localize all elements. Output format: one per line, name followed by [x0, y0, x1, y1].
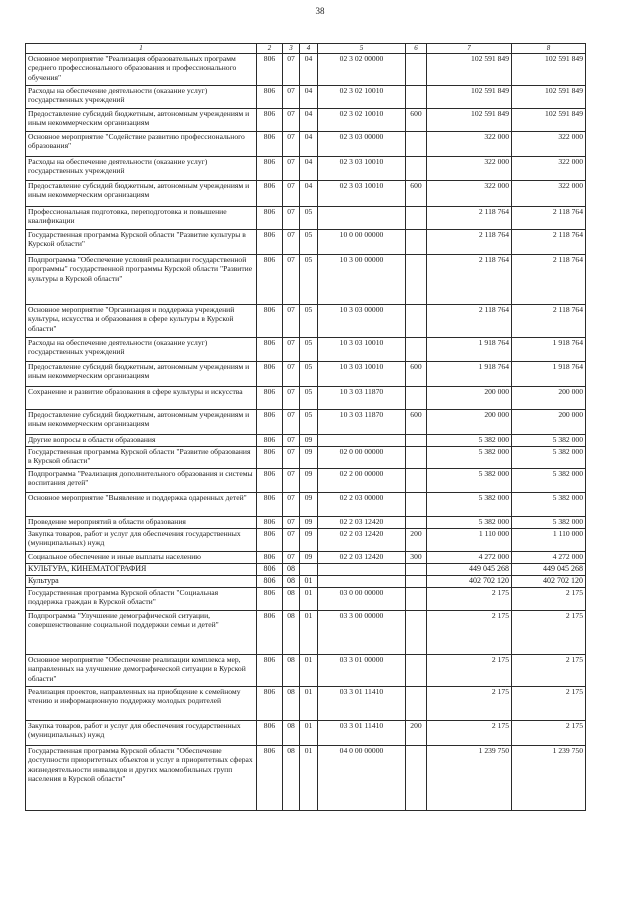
- row-pr-cell: 05: [300, 207, 318, 230]
- row-sum2-cell: 402 702 120: [512, 576, 586, 588]
- row-sum1-cell: 4 272 000: [427, 552, 512, 564]
- row-sum2-cell: 5 382 000: [512, 493, 586, 517]
- table-row: [26, 362, 586, 387]
- row-name-cell: Другие вопросы в области образования: [26, 435, 257, 447]
- table-row: [26, 86, 586, 109]
- row-vr-cell: [406, 207, 427, 230]
- row-sum1-cell: 1 918 764: [427, 338, 512, 362]
- row-vr-cell: [406, 469, 427, 493]
- row-pr-cell: 05: [300, 255, 318, 305]
- row-csr-cell: 10 3 03 00000: [318, 305, 406, 338]
- row-vr-cell: 200: [406, 721, 427, 746]
- row-pr-cell: 01: [300, 687, 318, 721]
- row-rz-cell: 07: [283, 435, 300, 447]
- row-ved-cell: 806: [257, 687, 283, 721]
- row-pr-cell: 05: [300, 338, 318, 362]
- row-csr-cell: 03 0 00 00000: [318, 588, 406, 611]
- row-rz-cell: 07: [283, 230, 300, 255]
- row-sum1-cell: 2 118 764: [427, 207, 512, 230]
- row-sum2-cell: 2 175: [512, 588, 586, 611]
- row-sum1-cell: 2 118 764: [427, 230, 512, 255]
- row-pr-cell: 05: [300, 410, 318, 435]
- row-rz-cell: 07: [283, 447, 300, 469]
- row-pr-cell: 05: [300, 305, 318, 338]
- row-pr-cell: 09: [300, 435, 318, 447]
- page-number: 38: [315, 6, 325, 16]
- row-name-cell: Основное мероприятие "Обеспечение реализации комплекса мер, направленных на улучшение демографической ситуации в Курской области": [26, 655, 257, 687]
- row-ved-cell: 806: [257, 157, 283, 181]
- row-pr-cell: 04: [300, 181, 318, 207]
- row-rz-cell: 07: [283, 387, 300, 410]
- row-sum1-cell: 2 175: [427, 687, 512, 721]
- row-name-cell: Основное мероприятие "Содействие развитию профессионального образования": [26, 132, 257, 157]
- row-name-cell: Основное мероприятие "Выявление и поддержка одаренных детей": [26, 493, 257, 517]
- row-vr-cell: [406, 435, 427, 447]
- row-pr-cell: 05: [300, 362, 318, 387]
- header-col-name: 1: [26, 44, 257, 54]
- row-sum2-cell: 322 000: [512, 181, 586, 207]
- row-ved-cell: 806: [257, 305, 283, 338]
- header-col-rz: 3: [283, 44, 300, 54]
- row-sum2-cell: 2 118 764: [512, 207, 586, 230]
- row-rz-cell: 07: [283, 529, 300, 552]
- row-sum1-cell: 2 175: [427, 721, 512, 746]
- row-rz-cell: 07: [283, 86, 300, 109]
- row-name-cell: Проведение мероприятий в области образования: [26, 517, 257, 529]
- row-pr-cell: [300, 564, 318, 576]
- row-sum2-cell: 200 000: [512, 387, 586, 410]
- row-csr-cell: 02 2 03 12420: [318, 529, 406, 552]
- row-csr-cell: 03 3 00 00000: [318, 611, 406, 655]
- row-pr-cell: 01: [300, 655, 318, 687]
- row-ved-cell: 806: [257, 338, 283, 362]
- header-col-sum2: 8: [512, 44, 586, 54]
- row-vr-cell: [406, 655, 427, 687]
- row-sum2-cell: 2 118 764: [512, 255, 586, 305]
- table-row: [26, 564, 586, 576]
- header-col-pr: 4: [300, 44, 318, 54]
- row-rz-cell: 08: [283, 611, 300, 655]
- row-csr-cell: [318, 564, 406, 576]
- row-sum2-cell: 102 591 849: [512, 86, 586, 109]
- row-csr-cell: 02 2 03 12420: [318, 517, 406, 529]
- row-csr-cell: 10 3 03 11870: [318, 387, 406, 410]
- row-csr-cell: 02 2 00 00000: [318, 469, 406, 493]
- table-row: [26, 552, 586, 564]
- row-csr-cell: 02 2 03 12420: [318, 552, 406, 564]
- row-name-cell: Реализация проектов, направленных на приобщение к семейному чтению и информационную поддержку молодых родителей: [26, 687, 257, 721]
- row-csr-cell: 02 3 02 00000: [318, 54, 406, 86]
- row-sum1-cell: 200 000: [427, 410, 512, 435]
- table-row: [26, 588, 586, 611]
- row-name-cell: Социальное обеспечение и иные выплаты населению: [26, 552, 257, 564]
- row-rz-cell: 07: [283, 207, 300, 230]
- row-sum2-cell: 102 591 849: [512, 54, 586, 86]
- row-sum2-cell: 2 118 764: [512, 305, 586, 338]
- row-rz-cell: 07: [283, 54, 300, 86]
- row-ved-cell: 806: [257, 746, 283, 811]
- row-rz-cell: 07: [283, 132, 300, 157]
- row-sum1-cell: 2 175: [427, 588, 512, 611]
- row-rz-cell: 07: [283, 552, 300, 564]
- row-name-cell: Закупка товаров, работ и услуг для обеспечения государственных (муниципальных) нужд: [26, 721, 257, 746]
- row-name-cell: Сохранение и развитие образования в сфере культуры и искусства: [26, 387, 257, 410]
- row-name-cell: Государственная программа Курской области "Социальная поддержка граждан в Курской области": [26, 588, 257, 611]
- row-sum2-cell: 1 918 764: [512, 338, 586, 362]
- row-vr-cell: [406, 132, 427, 157]
- row-csr-cell: 02 3 03 00000: [318, 132, 406, 157]
- row-ved-cell: 806: [257, 255, 283, 305]
- row-sum2-cell: 5 382 000: [512, 517, 586, 529]
- row-name-cell: Предоставление субсидий бюджетным, автономным учреждениям и иным некоммерческим организациям: [26, 362, 257, 387]
- row-sum2-cell: 322 000: [512, 157, 586, 181]
- row-pr-cell: 04: [300, 86, 318, 109]
- row-csr-cell: 03 3 01 11410: [318, 687, 406, 721]
- table-row: [26, 529, 586, 552]
- row-sum1-cell: 5 382 000: [427, 493, 512, 517]
- row-rz-cell: 07: [283, 338, 300, 362]
- row-sum1-cell: 2 175: [427, 655, 512, 687]
- row-ved-cell: 806: [257, 588, 283, 611]
- row-sum2-cell: 102 591 849: [512, 109, 586, 132]
- header-col-sum1: 7: [427, 44, 512, 54]
- row-rz-cell: 08: [283, 655, 300, 687]
- row-vr-cell: [406, 576, 427, 588]
- table-row: [26, 230, 586, 255]
- table-row: [26, 611, 586, 655]
- row-sum2-cell: 5 382 000: [512, 469, 586, 493]
- row-sum1-cell: 5 382 000: [427, 469, 512, 493]
- table-row: [26, 746, 586, 811]
- row-pr-cell: 09: [300, 517, 318, 529]
- row-name-cell: Культура: [26, 576, 257, 588]
- row-vr-cell: [406, 564, 427, 576]
- row-sum1-cell: 449 045 268: [427, 564, 512, 576]
- row-ved-cell: 806: [257, 132, 283, 157]
- row-vr-cell: [406, 157, 427, 181]
- row-rz-cell: 08: [283, 687, 300, 721]
- table-row: [26, 687, 586, 721]
- row-ved-cell: 806: [257, 207, 283, 230]
- table-row: [26, 493, 586, 517]
- row-ved-cell: 806: [257, 54, 283, 86]
- row-sum1-cell: 2 118 764: [427, 255, 512, 305]
- row-pr-cell: 09: [300, 493, 318, 517]
- row-sum2-cell: 4 272 000: [512, 552, 586, 564]
- row-ved-cell: 806: [257, 517, 283, 529]
- row-csr-cell: 10 3 03 10010: [318, 338, 406, 362]
- row-csr-cell: 02 3 03 10010: [318, 181, 406, 207]
- row-sum2-cell: 5 382 000: [512, 435, 586, 447]
- row-sum1-cell: 102 591 849: [427, 86, 512, 109]
- row-pr-cell: 04: [300, 157, 318, 181]
- row-pr-cell: 09: [300, 529, 318, 552]
- row-csr-cell: 04 0 00 00000: [318, 746, 406, 811]
- row-pr-cell: 01: [300, 611, 318, 655]
- row-vr-cell: [406, 588, 427, 611]
- row-csr-cell: 02 0 00 00000: [318, 447, 406, 469]
- row-sum1-cell: 402 702 120: [427, 576, 512, 588]
- row-csr-cell: 10 3 00 00000: [318, 255, 406, 305]
- row-sum2-cell: 2 175: [512, 721, 586, 746]
- table-row: [26, 54, 586, 86]
- row-vr-cell: [406, 54, 427, 86]
- row-csr-cell: 02 2 03 00000: [318, 493, 406, 517]
- row-sum2-cell: 2 175: [512, 655, 586, 687]
- header-col-ved: 2: [257, 44, 283, 54]
- row-pr-cell: 05: [300, 387, 318, 410]
- row-csr-cell: 10 0 00 00000: [318, 230, 406, 255]
- row-vr-cell: 300: [406, 552, 427, 564]
- row-ved-cell: 806: [257, 181, 283, 207]
- row-csr-cell: [318, 576, 406, 588]
- row-rz-cell: 07: [283, 157, 300, 181]
- row-name-cell: Расходы на обеспечение деятельности (оказание услуг) государственных учреждений: [26, 86, 257, 109]
- row-name-cell: Основное мероприятие "Реализация образовательных программ среднего профессионального образования и профессионального обучения": [26, 54, 257, 86]
- row-ved-cell: 806: [257, 387, 283, 410]
- row-ved-cell: 806: [257, 564, 283, 576]
- row-ved-cell: 806: [257, 469, 283, 493]
- row-sum1-cell: 200 000: [427, 387, 512, 410]
- row-sum2-cell: 2 118 764: [512, 230, 586, 255]
- row-rz-cell: 08: [283, 721, 300, 746]
- row-sum2-cell: 2 175: [512, 611, 586, 655]
- row-name-cell: Подпрограмма "Реализация дополнительного образования и системы воспитания детей": [26, 469, 257, 493]
- row-pr-cell: 01: [300, 721, 318, 746]
- row-csr-cell: 03 3 01 00000: [318, 655, 406, 687]
- table-row: [26, 338, 586, 362]
- row-vr-cell: [406, 611, 427, 655]
- row-rz-cell: 07: [283, 410, 300, 435]
- row-sum1-cell: 1 239 750: [427, 746, 512, 811]
- row-csr-cell: [318, 207, 406, 230]
- row-name-cell: Государственная программа Курской области "Развитие образования в Курской области": [26, 447, 257, 469]
- row-ved-cell: 806: [257, 655, 283, 687]
- row-sum1-cell: 1 110 000: [427, 529, 512, 552]
- table-row: [26, 181, 586, 207]
- row-ved-cell: 806: [257, 86, 283, 109]
- table-row: [26, 469, 586, 493]
- row-name-cell: Закупка товаров, работ и услуг для обеспечения государственных (муниципальных) нужд: [26, 529, 257, 552]
- row-vr-cell: [406, 447, 427, 469]
- row-pr-cell: 01: [300, 588, 318, 611]
- row-pr-cell: 09: [300, 552, 318, 564]
- row-vr-cell: [406, 517, 427, 529]
- table-row: [26, 387, 586, 410]
- row-name-cell: Расходы на обеспечение деятельности (оказание услуг) государственных учреждений: [26, 157, 257, 181]
- row-sum2-cell: 200 000: [512, 410, 586, 435]
- row-name-cell: Расходы на обеспечение деятельности (оказание услуг) государственных учреждений: [26, 338, 257, 362]
- row-rz-cell: 07: [283, 305, 300, 338]
- row-rz-cell: 08: [283, 588, 300, 611]
- row-sum1-cell: 2 118 764: [427, 305, 512, 338]
- row-ved-cell: 806: [257, 576, 283, 588]
- row-sum2-cell: 5 382 000: [512, 447, 586, 469]
- row-rz-cell: 07: [283, 181, 300, 207]
- row-rz-cell: 08: [283, 576, 300, 588]
- row-vr-cell: [406, 230, 427, 255]
- table-row: [26, 576, 586, 588]
- row-ved-cell: 806: [257, 109, 283, 132]
- row-ved-cell: 806: [257, 435, 283, 447]
- row-sum1-cell: 322 000: [427, 132, 512, 157]
- row-csr-cell: [318, 435, 406, 447]
- row-sum1-cell: 102 591 849: [427, 109, 512, 132]
- row-sum2-cell: 449 045 268: [512, 564, 586, 576]
- row-vr-cell: [406, 338, 427, 362]
- row-vr-cell: [406, 493, 427, 517]
- table-row: [26, 305, 586, 338]
- row-ved-cell: 806: [257, 529, 283, 552]
- row-name-cell: Предоставление субсидий бюджетным, автономным учреждениям и иным некоммерческим организациям: [26, 109, 257, 132]
- row-rz-cell: 07: [283, 362, 300, 387]
- table-row: [26, 721, 586, 746]
- row-pr-cell: 09: [300, 469, 318, 493]
- row-sum2-cell: 1 918 764: [512, 362, 586, 387]
- table-row: [26, 207, 586, 230]
- table-row: [26, 109, 586, 132]
- row-vr-cell: [406, 687, 427, 721]
- row-sum2-cell: 322 000: [512, 132, 586, 157]
- row-name-cell: Профессиональная подготовка, переподготовка и повышение квалификации: [26, 207, 257, 230]
- row-ved-cell: 806: [257, 410, 283, 435]
- row-vr-cell: [406, 746, 427, 811]
- row-sum2-cell: 1 110 000: [512, 529, 586, 552]
- row-ved-cell: 806: [257, 721, 283, 746]
- table-row: [26, 655, 586, 687]
- header-col-csr: 5: [318, 44, 406, 54]
- row-name-cell: Предоставление субсидий бюджетным, автономным учреждениям и иным некоммерческим организациям: [26, 410, 257, 435]
- table-row: [26, 410, 586, 435]
- row-sum1-cell: 5 382 000: [427, 447, 512, 469]
- row-ved-cell: 806: [257, 362, 283, 387]
- row-pr-cell: 05: [300, 230, 318, 255]
- row-pr-cell: 04: [300, 132, 318, 157]
- row-vr-cell: [406, 86, 427, 109]
- row-rz-cell: 07: [283, 517, 300, 529]
- row-name-cell: Основное мероприятие "Организация и поддержка учреждений культуры, искусства и образования в сфере культуры в Курской области": [26, 305, 257, 338]
- table-row: [26, 132, 586, 157]
- row-sum1-cell: 322 000: [427, 157, 512, 181]
- row-vr-cell: [406, 255, 427, 305]
- header-col-vr: 6: [406, 44, 427, 54]
- row-sum1-cell: 102 591 849: [427, 54, 512, 86]
- row-csr-cell: 02 3 02 10010: [318, 86, 406, 109]
- row-name-cell: Государственная программа Курской области "Развитие культуры в Курской области": [26, 230, 257, 255]
- row-csr-cell: 02 3 02 10010: [318, 109, 406, 132]
- table-row: [26, 435, 586, 447]
- row-sum1-cell: 5 382 000: [427, 517, 512, 529]
- row-rz-cell: 07: [283, 469, 300, 493]
- table-row: [26, 255, 586, 305]
- row-rz-cell: 07: [283, 255, 300, 305]
- row-sum2-cell: 1 239 750: [512, 746, 586, 811]
- row-name-cell: Государственная программа Курской области "Обеспечение доступности приоритетных объектов и услуг в приоритетных сферах жизнедеятельности инвалидов и других маломобильных групп населения в Курской области": [26, 746, 257, 811]
- row-csr-cell: 10 3 03 10010: [318, 362, 406, 387]
- row-ved-cell: 806: [257, 447, 283, 469]
- row-vr-cell: [406, 305, 427, 338]
- row-name-cell: КУЛЬТУРА, КИНЕМАТОГРАФИЯ: [26, 564, 257, 576]
- row-sum1-cell: 2 175: [427, 611, 512, 655]
- row-pr-cell: 04: [300, 54, 318, 86]
- table-row: [26, 517, 586, 529]
- row-rz-cell: 08: [283, 746, 300, 811]
- row-vr-cell: 600: [406, 410, 427, 435]
- row-vr-cell: 600: [406, 181, 427, 207]
- row-sum2-cell: 2 175: [512, 687, 586, 721]
- table-row: [26, 447, 586, 469]
- row-ved-cell: 806: [257, 230, 283, 255]
- row-vr-cell: 600: [406, 109, 427, 132]
- row-vr-cell: 200: [406, 529, 427, 552]
- row-name-cell: Подпрограмма "Обеспечение условий реализации государственной программы" государственной программы Курской области "Развитие культуры в Курской области": [26, 255, 257, 305]
- budget-table: [25, 43, 586, 811]
- column-number-header-row: [26, 44, 586, 54]
- row-sum1-cell: 1 918 764: [427, 362, 512, 387]
- row-csr-cell: 10 3 03 11870: [318, 410, 406, 435]
- row-rz-cell: 07: [283, 109, 300, 132]
- row-rz-cell: 08: [283, 564, 300, 576]
- table-row: [26, 157, 586, 181]
- row-name-cell: Подпрограмма "Улучшение демографической ситуации, совершенствование социальной поддержки семьи и детей": [26, 611, 257, 655]
- row-sum1-cell: 5 382 000: [427, 435, 512, 447]
- row-csr-cell: 02 3 03 10010: [318, 157, 406, 181]
- row-pr-cell: 01: [300, 746, 318, 811]
- row-ved-cell: 806: [257, 611, 283, 655]
- row-csr-cell: 03 3 01 11410: [318, 721, 406, 746]
- row-pr-cell: 04: [300, 109, 318, 132]
- row-vr-cell: [406, 387, 427, 410]
- row-name-cell: Предоставление субсидий бюджетным, автономным учреждениям и иным некоммерческим организациям: [26, 181, 257, 207]
- row-vr-cell: 600: [406, 362, 427, 387]
- row-pr-cell: 09: [300, 447, 318, 469]
- row-ved-cell: 806: [257, 552, 283, 564]
- row-ved-cell: 806: [257, 493, 283, 517]
- row-sum1-cell: 322 000: [427, 181, 512, 207]
- row-pr-cell: 01: [300, 576, 318, 588]
- row-rz-cell: 07: [283, 493, 300, 517]
